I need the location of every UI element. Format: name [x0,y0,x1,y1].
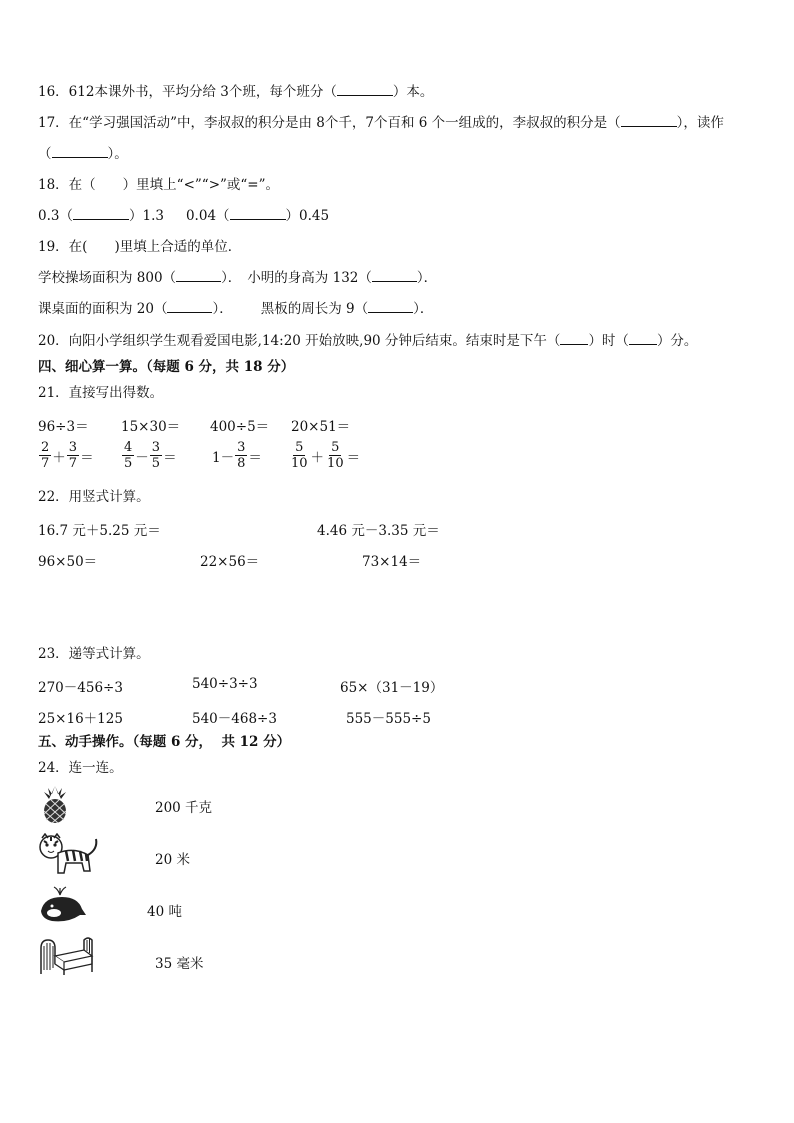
label-20m[interactable]: 20 米 [155,852,190,868]
expr-96div3: 96÷3＝ [38,419,89,435]
question-21-title: 21．直接写出得数。 [38,385,164,401]
tiger-icon[interactable] [38,833,102,881]
question-19-title: 19．在( )里填上合适的单位． [38,239,242,255]
answer-blank[interactable] [629,332,657,345]
expr-add-yuan: 16.7 元＋5.25 元＝ [38,523,161,539]
answer-blank[interactable] [621,114,677,127]
whale-icon[interactable] [38,885,88,929]
answer-blank[interactable] [176,269,221,282]
label-35mm[interactable]: 35 毫米 [155,956,204,972]
label-40t[interactable]: 40 吨 [147,904,182,920]
expr-sub-yuan: 4.46 元－3.35 元＝ [317,523,440,539]
bed-icon[interactable] [38,934,94,980]
question-22-title: 22．用竖式计算。 [38,489,150,505]
fraction-expr-3: 1－ $\frac{3}{8}$ ＝ [212,440,262,471]
question-18-title: 18．在（ ）里填上“<”“>”或“=”。 [38,177,280,193]
expr-15x30: 15×30＝ [121,419,181,435]
expr-23-3: 65×（31－19） [340,680,444,696]
expr-22x56: 22×56＝ [200,554,260,570]
question-23-title: 23．递等式计算。 [38,646,150,662]
fraction-expr-2: $\frac{4}{5}$ － $\frac{3}{5}$ ＝ [124,440,177,471]
answer-blank[interactable] [52,145,108,158]
expr-400div5: 400÷5＝ [210,419,270,435]
question-20: 20．向阳小学组织学生观看爱国电影,14:20 开始放映,90 分钟后结束。结束时是下午（ ）时（ ）分。 [38,333,698,349]
expr-23-5: 540－468÷3 [192,711,277,727]
answer-blank[interactable] [167,300,212,313]
answer-blank[interactable] [368,300,413,313]
question-16: 16．612本课外书，平均分给 3个班，每个班分（ ）本。 [38,84,434,100]
answer-blank[interactable] [337,83,393,96]
answer-blank[interactable] [73,207,129,220]
section-4-heading: 四、细心算一算。（每题 6 分，共 18 分） [38,359,295,375]
answer-blank[interactable] [230,207,286,220]
expr-23-4: 25×16＋125 [38,711,123,727]
question-19-row2: 课桌面的面积为 20（ ）． 黑板的周长为 9（ ）． [38,301,434,317]
expr-73x14: 73×14＝ [362,554,422,570]
question-24-title: 24．连一连。 [38,760,123,776]
expr-23-1: 270－456÷3 [38,680,123,696]
pineapple-icon[interactable] [38,784,72,828]
question-18-items: 0.3（ ）1.3 0.04（ ）0.45 [38,208,330,224]
fraction-expr-4: $\frac{5}{10}$ ＋ $\frac{5}{10}$ ＝ [291,440,361,471]
expr-23-2: 540÷3÷3 [192,676,258,692]
expr-23-6: 555－555÷5 [346,711,431,727]
answer-blank[interactable] [372,269,417,282]
section-5-heading: 五、动手操作。（每题 6 分， 共 12 分） [38,734,291,750]
label-200kg[interactable]: 200 千克 [155,800,213,816]
question-17-line2: （ ）。 [38,146,128,162]
expr-20x51: 20×51＝ [291,419,351,435]
question-19-row1: 学校操场面积为 800（ ）． 小明的身高为 132（ ）． [38,270,438,286]
expr-96x50: 96×50＝ [38,554,98,570]
answer-blank[interactable] [560,332,588,345]
fraction-expr-1: $\frac{2}{7}$ ＋ $\frac{3}{7}$ ＝ [41,440,94,471]
question-17: 17．在“学习强国活动”中，李叔叔的积分是由 8个千，7个百和 6 个一组成的，李叔叔的积分是（ ），读作 [38,115,724,131]
